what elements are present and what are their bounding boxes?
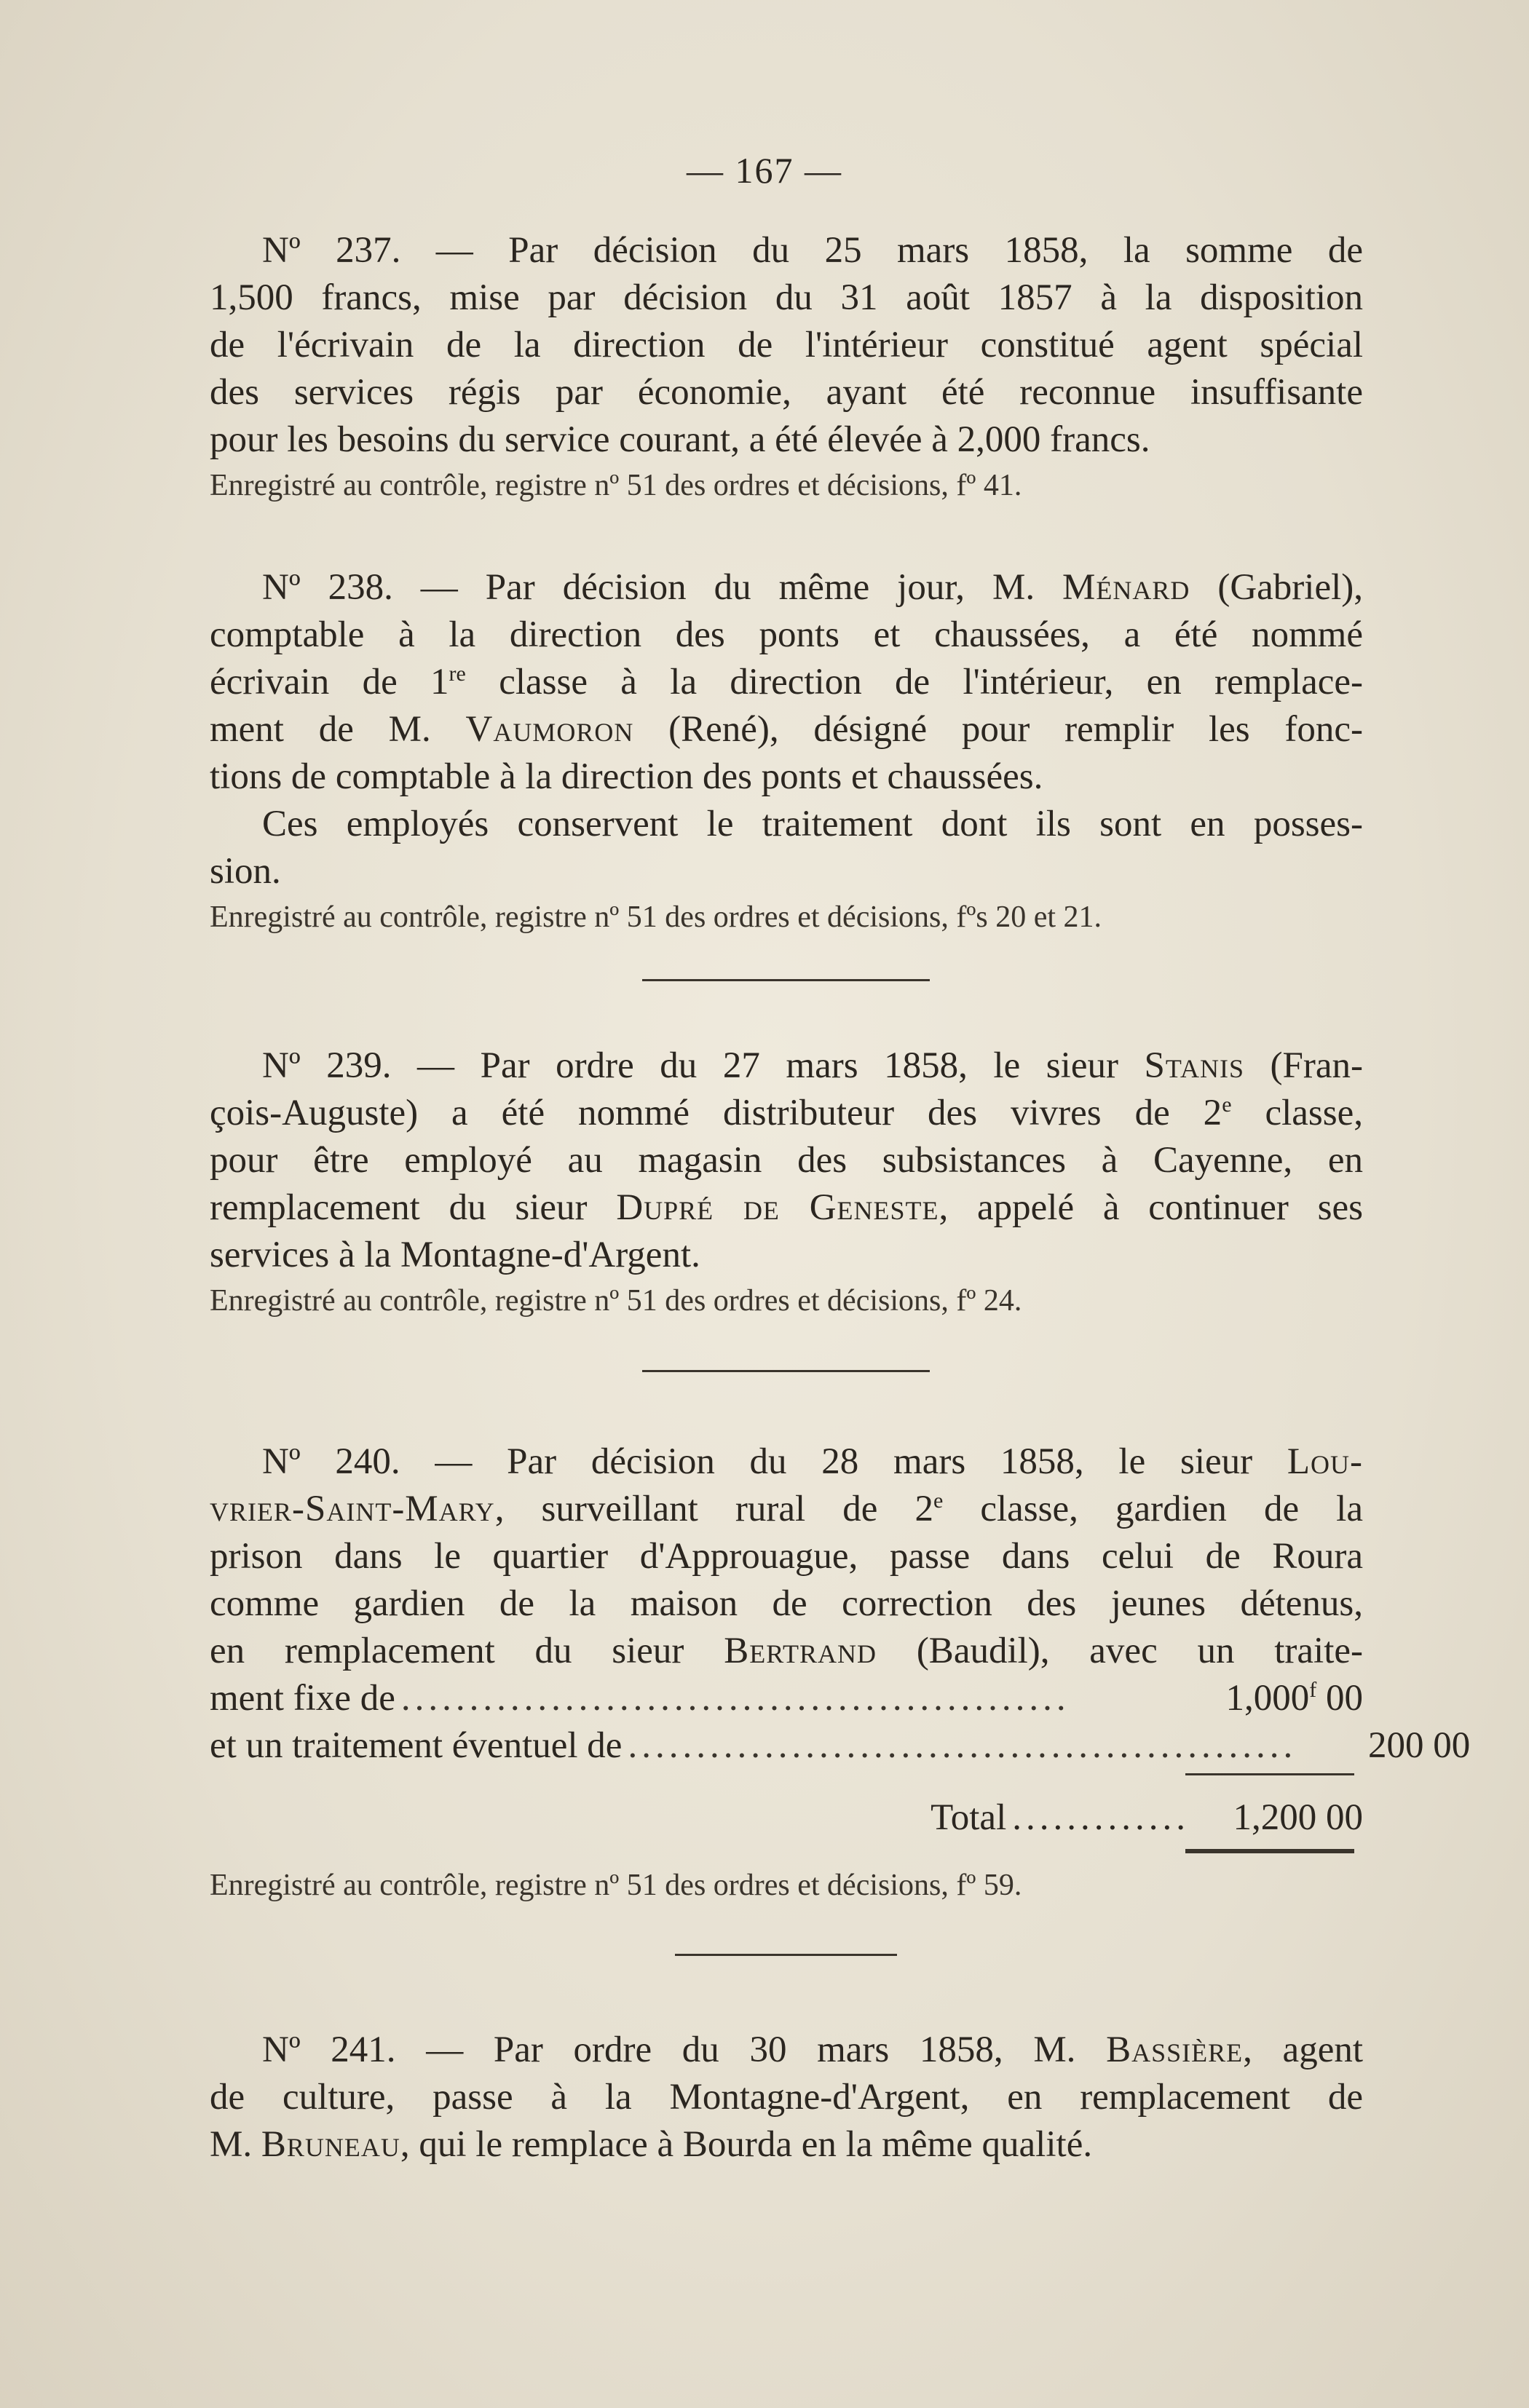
leader-dots: ................................................. <box>400 1678 1070 1719</box>
text-fragment: , agent <box>1243 2029 1363 2070</box>
salary-variable-row <box>210 1722 1471 1770</box>
amount-label: ment fixe de <box>210 1678 395 1719</box>
text-line <box>210 1438 1363 1486</box>
person-name: Bertrand <box>724 1631 877 1671</box>
text-line: 1,500 francs, mise par décision du 31 août 1857 à la disposition <box>210 277 1363 318</box>
text-fragment: Nº 239. — Par ordre du 27 mars 1858, le sieur <box>262 1045 1145 1086</box>
leader-dots: ................................................. <box>628 1725 1297 1766</box>
total-label: Total <box>931 1797 1007 1838</box>
text-line: prison dans le quartier d'Approuague, passe dans celui de Roura <box>210 1536 1363 1577</box>
text-line <box>210 659 1363 706</box>
text-line <box>210 2027 1363 2074</box>
text-line: de culture, passe à la Montagne-d'Argent, en remplacement de <box>210 2077 1363 2118</box>
amount-value <box>1196 1675 1363 1722</box>
text-line <box>210 1184 1363 1232</box>
text-fragment: , appelé à continuer ses <box>939 1187 1364 1228</box>
text-line: pour les besoins du service courant, a été élevée à 2,000 francs. <box>210 419 1150 460</box>
franc-superscript: f <box>1309 1678 1317 1702</box>
text-fragment: écrivain de 1 <box>210 662 449 702</box>
superscript: re <box>449 662 466 686</box>
text-line <box>210 564 1363 611</box>
entry-239 <box>210 1042 1363 1323</box>
salary-total-row <box>210 1794 1363 1842</box>
person-name: Ménard <box>1062 567 1190 608</box>
entry-241 <box>210 2027 1363 2169</box>
amount-units: 1,000 <box>1225 1678 1310 1719</box>
registration-note: Enregistré au contrôle, registre nº 51 des ordres et décisions, fº 59. <box>210 1869 1022 1902</box>
text-fragment: M. <box>210 2124 261 2165</box>
leader-dots: ............. <box>1012 1797 1190 1838</box>
separator-rule <box>642 1370 930 1372</box>
text-line: comptable à la direction des ponts et chaussées, a été nommé <box>210 614 1363 655</box>
registration-note: Enregistré au contrôle, registre nº 51 des ordres et décisions, fº 24. <box>210 1284 1022 1318</box>
total-value: 1,200 00 <box>1233 1797 1363 1838</box>
separator-rule <box>642 979 930 981</box>
text-fragment: , qui le remplace à Bourda en la même qualité. <box>400 2124 1093 2165</box>
registration-note: Enregistré au contrôle, registre nº 51 des ordres et décisions, fº 41. <box>210 469 1022 502</box>
entry-237 <box>210 227 1363 507</box>
separator-rule <box>675 1954 897 1956</box>
salary-fixed-row <box>210 1675 1363 1722</box>
page-number: — 167 — <box>687 150 842 191</box>
text-fragment: (Baudil), avec un traite- <box>877 1631 1363 1671</box>
person-name: vrier-Saint-Mary <box>210 1489 495 1529</box>
person-name: Lou- <box>1287 1441 1363 1482</box>
text-line: tions de comptable à la direction des ponts et chaussées. <box>210 756 1043 797</box>
person-name: Bassière <box>1106 2029 1244 2070</box>
text-fragment: , surveillant rural de 2 <box>494 1489 933 1529</box>
superscript: e <box>1222 1093 1232 1117</box>
text-fragment: remplacement du sieur <box>210 1187 617 1228</box>
text-line <box>210 1090 1363 1137</box>
text-line: comme gardien de la maison de correction des jeunes détenus, <box>210 1583 1363 1624</box>
text-fragment: ment de M. <box>210 709 466 750</box>
total-rule <box>1185 1849 1354 1853</box>
person-name: Vaumoron <box>465 709 634 750</box>
text-fragment: (Gabriel), <box>1190 567 1363 608</box>
person-name: Dupré de Geneste <box>616 1187 939 1228</box>
person-name: Bruneau <box>261 2124 400 2165</box>
text-fragment: (Fran- <box>1244 1045 1363 1086</box>
registration-note: Enregistré au contrôle, registre nº 51 des ordres et décisions, fºs 20 et 21. <box>210 900 1102 934</box>
text-line: pour être employé au magasin des subsistances à Cayenne, en <box>210 1140 1363 1181</box>
entry-240 <box>210 1438 1471 1907</box>
text-fragment: en remplacement du sieur <box>210 1631 724 1671</box>
amount-cents: 00 <box>1316 1678 1363 1719</box>
text-line <box>210 1486 1363 1533</box>
text-line: sion. <box>210 851 281 892</box>
amount-label: et un traitement éventuel de <box>210 1725 623 1766</box>
text-line: de l'écrivain de la direction de l'intérieur constitué agent spécial <box>210 325 1363 365</box>
text-fragment: Nº 241. — Par ordre du 30 mars 1858, M. <box>262 2029 1107 2070</box>
sum-rule <box>1185 1773 1354 1775</box>
text-line <box>210 2121 1363 2169</box>
text-fragment: classe à la direction de l'intérieur, en remplace- <box>465 662 1363 702</box>
text-fragment: Nº 238. — Par décision du même jour, M. <box>262 567 1063 608</box>
text-line: Ces employés conservent le traitement dont ils sont en posses- <box>262 804 1363 844</box>
text-line: des services régis par économie, ayant été reconnue insuffisante <box>210 372 1363 413</box>
text-line <box>210 706 1363 753</box>
text-fragment: çois-Auguste) a été nommé distributeur des vivres de 2 <box>210 1093 1222 1133</box>
text-line: Nº 237. — Par décision du 25 mars 1858, la somme de <box>262 230 1363 271</box>
amount-value: 200 00 <box>1367 1725 1471 1766</box>
person-name: Stanis <box>1144 1045 1244 1086</box>
entry-238 <box>210 564 1363 939</box>
text-fragment: classe, <box>1231 1093 1363 1133</box>
text-line <box>210 1628 1363 1675</box>
text-fragment: Nº 240. — Par décision du 28 mars 1858, le sieur <box>262 1441 1287 1482</box>
text-fragment: classe, gardien de la <box>943 1489 1363 1529</box>
superscript: e <box>933 1489 944 1513</box>
text-fragment: (René), désigné pour remplir les fonc- <box>633 709 1363 750</box>
text-line <box>210 1042 1363 1090</box>
text-line: services à la Montagne-d'Argent. <box>210 1235 700 1275</box>
